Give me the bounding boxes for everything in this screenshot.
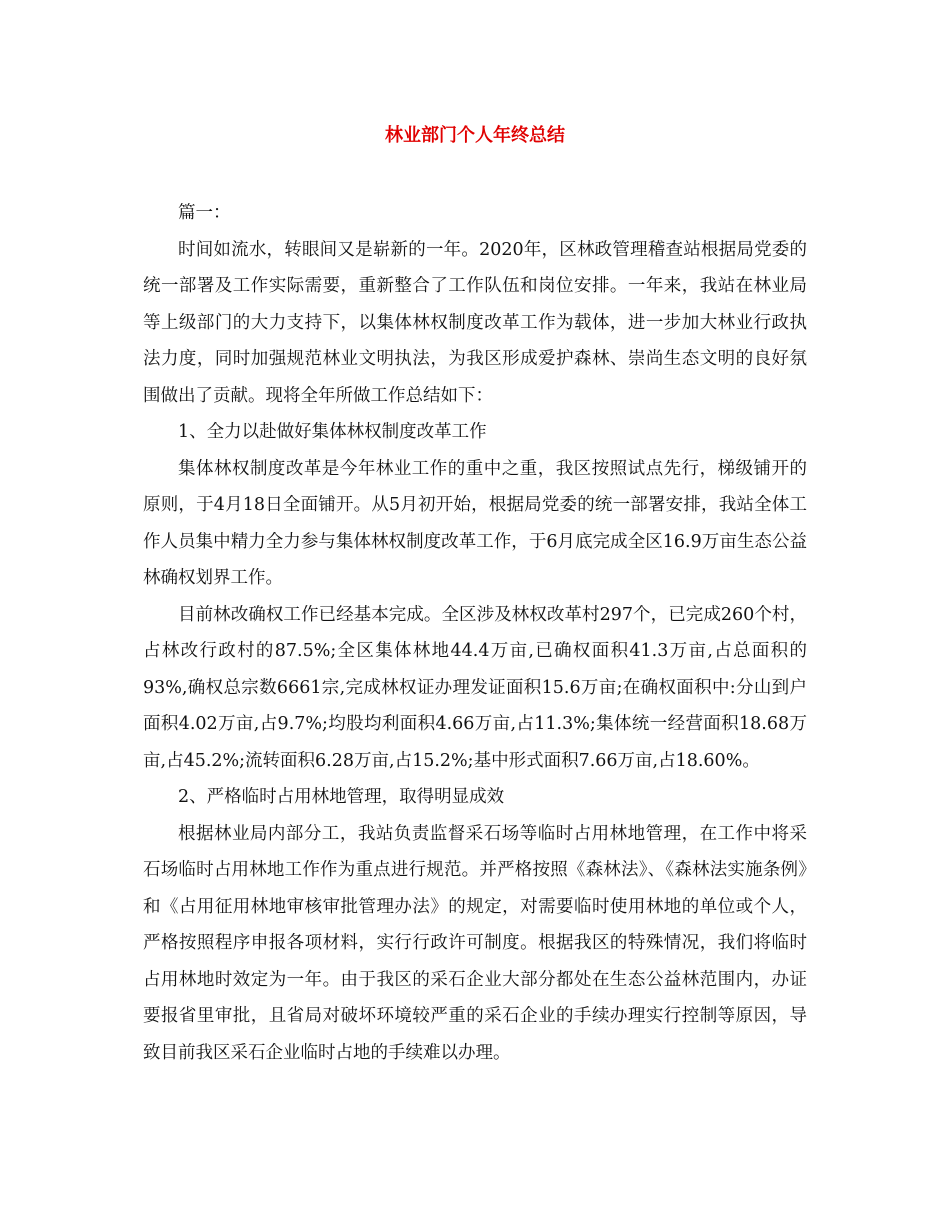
document-title: 林业部门个人年终总结 bbox=[385, 125, 565, 146]
section-heading-1: 1、全力以赴做好集体林权制度改革工作 bbox=[178, 422, 487, 442]
section-heading-2: 2、严格临时占用林地管理，取得明显成效 bbox=[178, 787, 505, 807]
body-paragraph: 目前林改确权工作已经基本完成。全区涉及林权改革村297个，已完成260个村，占林改行政村的87.5%;全区集体林地44.4万亩,已确权面积41.3万亩,占总面积的93%,确权总宗数6661宗,完成林权证办理发证面积15.6万亩;在确权面积中:分山到户面积4.02万亩,占9.7%;均股均利面积4.66万亩,占11.3%;集体统一经营面积18.68万亩,占45.2%;流转面积6.28万亩,占15.2%;基中形式面积7.66万亩,占18.60%。 bbox=[143, 604, 807, 771]
intro-paragraph: 时间如流水，转眼间又是崭新的一年。2020年，区林政管理稽查站根据局党委的统一部署及工作实际需要，重新整合了工作队伍和岗位安排。一年来，我站在林业局等上级部门的大力支持下，以集体林权制度改革工作为载体，进一步加大林业行政执法力度，同时加强规范林业文明执法，为我区形成爱护森林、崇尚生态文明的良好氛围做出了贡献。现将全年所做工作总结如下： bbox=[143, 239, 807, 406]
body-paragraph: 集体林权制度改革是今年林业工作的重中之重，我区按照试点先行，梯级铺开的原则，于4月18日全面铺开。从5月初开始，根据局党委的统一部署安排，我站全体工作人员集中精力全力参与集体林权制度改革工作，于6月底完成全区16.9万亩生态公益林确权划界工作。 bbox=[143, 458, 807, 588]
body-paragraph: 根据林业局内部分工，我站负责监督采石场等临时占用林地管理，在工作中将采石场临时占用林地工作作为重点进行规范。并严格按照《森林法》、《森林法实施条例》和《占用征用林地审核审批管理办法》的规定，对需要临时使用林地的单位或个人，严格按照程序申报各项材料，实行行政许可制度。根据我区的特殊情况，我们将临时占用林地时效定为一年。由于我区的采石企业大部分都处在生态公益林范围内，办证要报省里审批，且省局对破坏环境较严重的采石企业的手续办理实行控制等原因，导致目前我区采石企业临时占地的手续难以办理。 bbox=[143, 823, 807, 1063]
document-body bbox=[143, 195, 807, 1071]
section-label: 篇一： bbox=[178, 203, 231, 223]
